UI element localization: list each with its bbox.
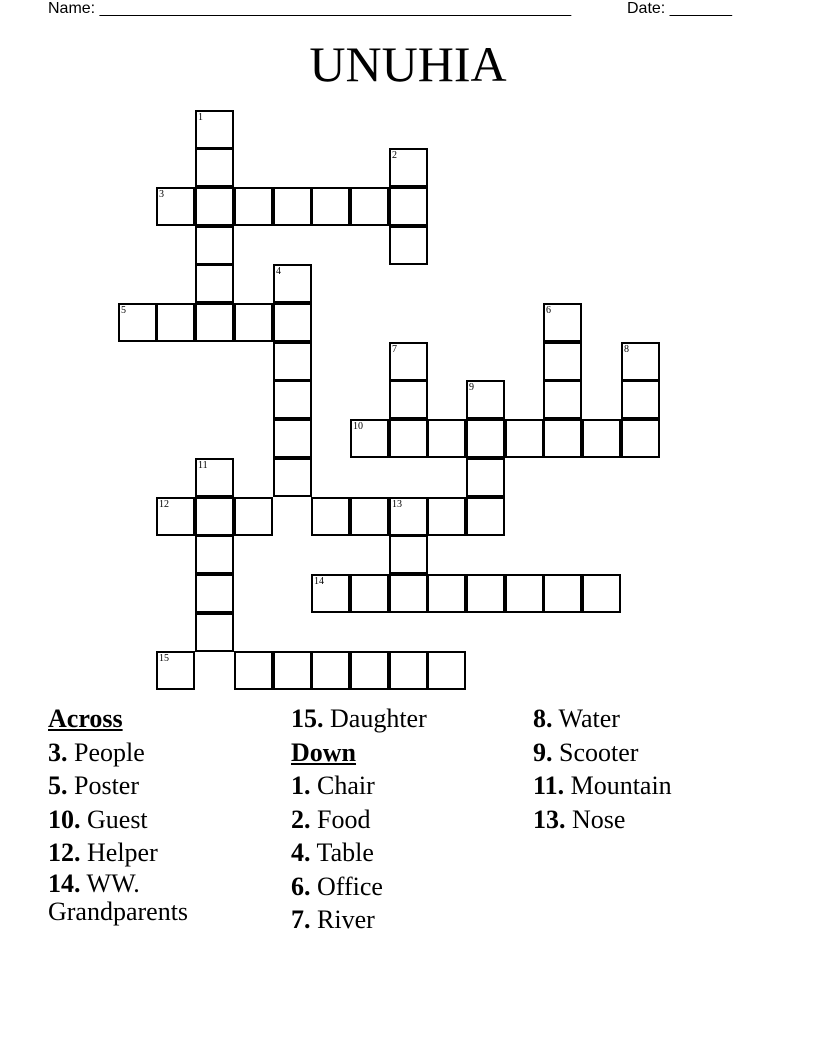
cell-number: 2 — [392, 150, 397, 161]
crossword-cell[interactable] — [543, 574, 582, 613]
clues-column-2 — [291, 702, 427, 937]
clue-down-9 — [533, 736, 672, 770]
crossword-cell[interactable] — [195, 226, 234, 265]
clue-down-7 — [291, 903, 427, 937]
clue-text: Office — [317, 871, 383, 901]
crossword-cell[interactable] — [389, 226, 428, 265]
clue-number: 8. — [533, 704, 553, 733]
clue-number: 4. — [291, 838, 311, 867]
crossword-cell[interactable] — [543, 380, 582, 419]
crossword-cell[interactable] — [389, 187, 428, 226]
clue-down-6 — [291, 870, 427, 904]
crossword-cell[interactable] — [505, 574, 544, 613]
crossword-cell[interactable] — [466, 574, 505, 613]
crossword-cell[interactable] — [273, 458, 312, 497]
crossword-cell[interactable] — [195, 303, 234, 342]
clue-number: 9. — [533, 737, 553, 767]
clue-text: Mountain — [570, 771, 672, 800]
clues-column-3 — [533, 702, 672, 836]
clues-column-1 — [48, 702, 248, 926]
crossword-cell[interactable] — [156, 303, 195, 342]
cell-number: 10 — [353, 421, 363, 432]
crossword-cell[interactable] — [350, 574, 389, 613]
crossword-cell[interactable] — [156, 187, 195, 226]
clue-number: 12. — [48, 838, 81, 867]
clue-text: Water — [558, 704, 620, 733]
clue-text: WW. Grandparents — [48, 868, 189, 926]
crossword-cell[interactable] — [234, 651, 273, 690]
down-heading: Down — [291, 737, 357, 767]
cell-number: 7 — [392, 344, 397, 355]
clue-across-3 — [48, 736, 248, 770]
crossword-cell[interactable] — [543, 419, 582, 458]
crossword-cell[interactable] — [195, 110, 234, 149]
crossword-cell[interactable] — [350, 187, 389, 226]
crossword-cell[interactable] — [195, 535, 234, 574]
crossword-cell[interactable] — [311, 574, 350, 613]
crossword-cell[interactable] — [273, 419, 312, 458]
crossword-cell[interactable] — [273, 651, 312, 690]
clue-text: Scooter — [559, 737, 639, 767]
clue-down-2 — [291, 803, 427, 837]
crossword-cell[interactable] — [621, 342, 660, 381]
crossword-cell[interactable] — [389, 497, 428, 536]
crossword-cell[interactable] — [156, 651, 195, 690]
clue-number: 2. — [291, 804, 311, 834]
crossword-cell[interactable] — [466, 419, 505, 458]
crossword-cell[interactable] — [234, 187, 273, 226]
cell-number: 13 — [392, 499, 402, 510]
crossword-cell[interactable] — [582, 419, 621, 458]
crossword-cell[interactable] — [543, 303, 582, 342]
crossword-cell[interactable] — [389, 419, 428, 458]
name-line: _____________________________________________________ — [99, 0, 572, 17]
puzzle-title: UNUHIA — [309, 36, 507, 92]
clue-text: Guest — [87, 804, 148, 834]
crossword-cell[interactable] — [427, 497, 466, 536]
cell-number: 6 — [546, 305, 551, 316]
clue-text: Poster — [74, 771, 139, 800]
crossword-cell[interactable] — [427, 651, 466, 690]
clue-number: 7. — [291, 905, 311, 934]
name-label: Name: — [48, 0, 96, 17]
crossword-cell[interactable] — [466, 380, 505, 419]
clue-across-15 — [291, 702, 427, 736]
cell-number: 15 — [159, 653, 169, 664]
cell-number: 3 — [159, 189, 164, 200]
clue-text: Daughter — [330, 704, 427, 733]
crossword-cell[interactable] — [582, 574, 621, 613]
crossword-cell[interactable] — [195, 613, 234, 652]
clue-down-11 — [533, 769, 672, 803]
cell-number: 14 — [314, 576, 324, 587]
crossword-cell[interactable] — [273, 342, 312, 381]
cell-number: 9 — [469, 382, 474, 393]
cell-number: 1 — [198, 112, 203, 123]
clue-down-8 — [533, 702, 672, 736]
clue-down-4 — [291, 836, 427, 870]
crossword-cell[interactable] — [311, 187, 350, 226]
crossword-cell[interactable] — [427, 574, 466, 613]
crossword-cell[interactable] — [195, 497, 234, 536]
crossword-cell[interactable] — [195, 148, 234, 187]
crossword-cell[interactable] — [466, 458, 505, 497]
clue-across-14 — [48, 870, 248, 926]
clue-number: 14. — [48, 868, 81, 898]
crossword-cell[interactable] — [427, 419, 466, 458]
clue-text: Helper — [87, 838, 158, 867]
crossword-cell[interactable] — [389, 651, 428, 690]
crossword-cell[interactable] — [389, 535, 428, 574]
clue-number: 13. — [533, 804, 566, 834]
crossword-cell[interactable] — [621, 380, 660, 419]
crossword-cell[interactable] — [156, 497, 195, 536]
crossword-cell[interactable] — [466, 497, 505, 536]
crossword-cell[interactable] — [621, 419, 660, 458]
clue-across-12 — [48, 836, 248, 870]
clue-across-10 — [48, 803, 248, 837]
clue-number: 5. — [48, 771, 68, 800]
crossword-cell[interactable] — [389, 574, 428, 613]
crossword-cell[interactable] — [273, 187, 312, 226]
crossword-cell[interactable] — [389, 380, 428, 419]
crossword-cell[interactable] — [543, 342, 582, 381]
crossword-cell[interactable] — [505, 419, 544, 458]
crossword-cell[interactable] — [273, 264, 312, 303]
clue-text: Food — [317, 804, 371, 834]
date-label: Date: — [627, 0, 666, 17]
crossword-cell[interactable] — [350, 419, 389, 458]
crossword-cell[interactable] — [195, 264, 234, 303]
cell-number: 4 — [276, 266, 281, 277]
crossword-cell[interactable] — [118, 303, 157, 342]
clue-down-13 — [533, 803, 672, 837]
crossword-cell[interactable] — [234, 303, 273, 342]
date-line: _______ — [669, 0, 732, 17]
clue-number: 11. — [533, 771, 565, 800]
crossword-cell[interactable] — [195, 574, 234, 613]
clue-number: 10. — [48, 804, 81, 834]
clue-across-5 — [48, 769, 248, 803]
cell-number: 8 — [624, 344, 629, 355]
clue-number: 15. — [291, 704, 324, 733]
clue-text: River — [317, 905, 375, 934]
crossword-cell[interactable] — [389, 342, 428, 381]
clue-number: 6. — [291, 871, 311, 901]
across-heading: Across — [48, 704, 123, 733]
clue-text: Table — [316, 838, 374, 867]
clue-text: Nose — [572, 804, 626, 834]
clue-number: 3. — [48, 737, 68, 767]
cell-number: 5 — [121, 305, 126, 316]
clue-text: People — [74, 737, 145, 767]
cell-number: 12 — [159, 499, 169, 510]
crossword-cell[interactable] — [311, 497, 350, 536]
cell-number: 11 — [198, 460, 208, 471]
crossword-cell[interactable] — [350, 651, 389, 690]
crossword-cell[interactable] — [273, 380, 312, 419]
crossword-cell[interactable] — [195, 458, 234, 497]
crossword-cell[interactable] — [234, 497, 273, 536]
crossword-cell[interactable] — [389, 148, 428, 187]
crossword-cell[interactable] — [350, 497, 389, 536]
clue-down-1 — [291, 769, 427, 803]
crossword-cell[interactable] — [195, 187, 234, 226]
crossword-cell[interactable] — [273, 303, 312, 342]
clue-number: 1. — [291, 771, 311, 800]
clue-text: Chair — [317, 771, 375, 800]
crossword-cell[interactable] — [311, 651, 350, 690]
